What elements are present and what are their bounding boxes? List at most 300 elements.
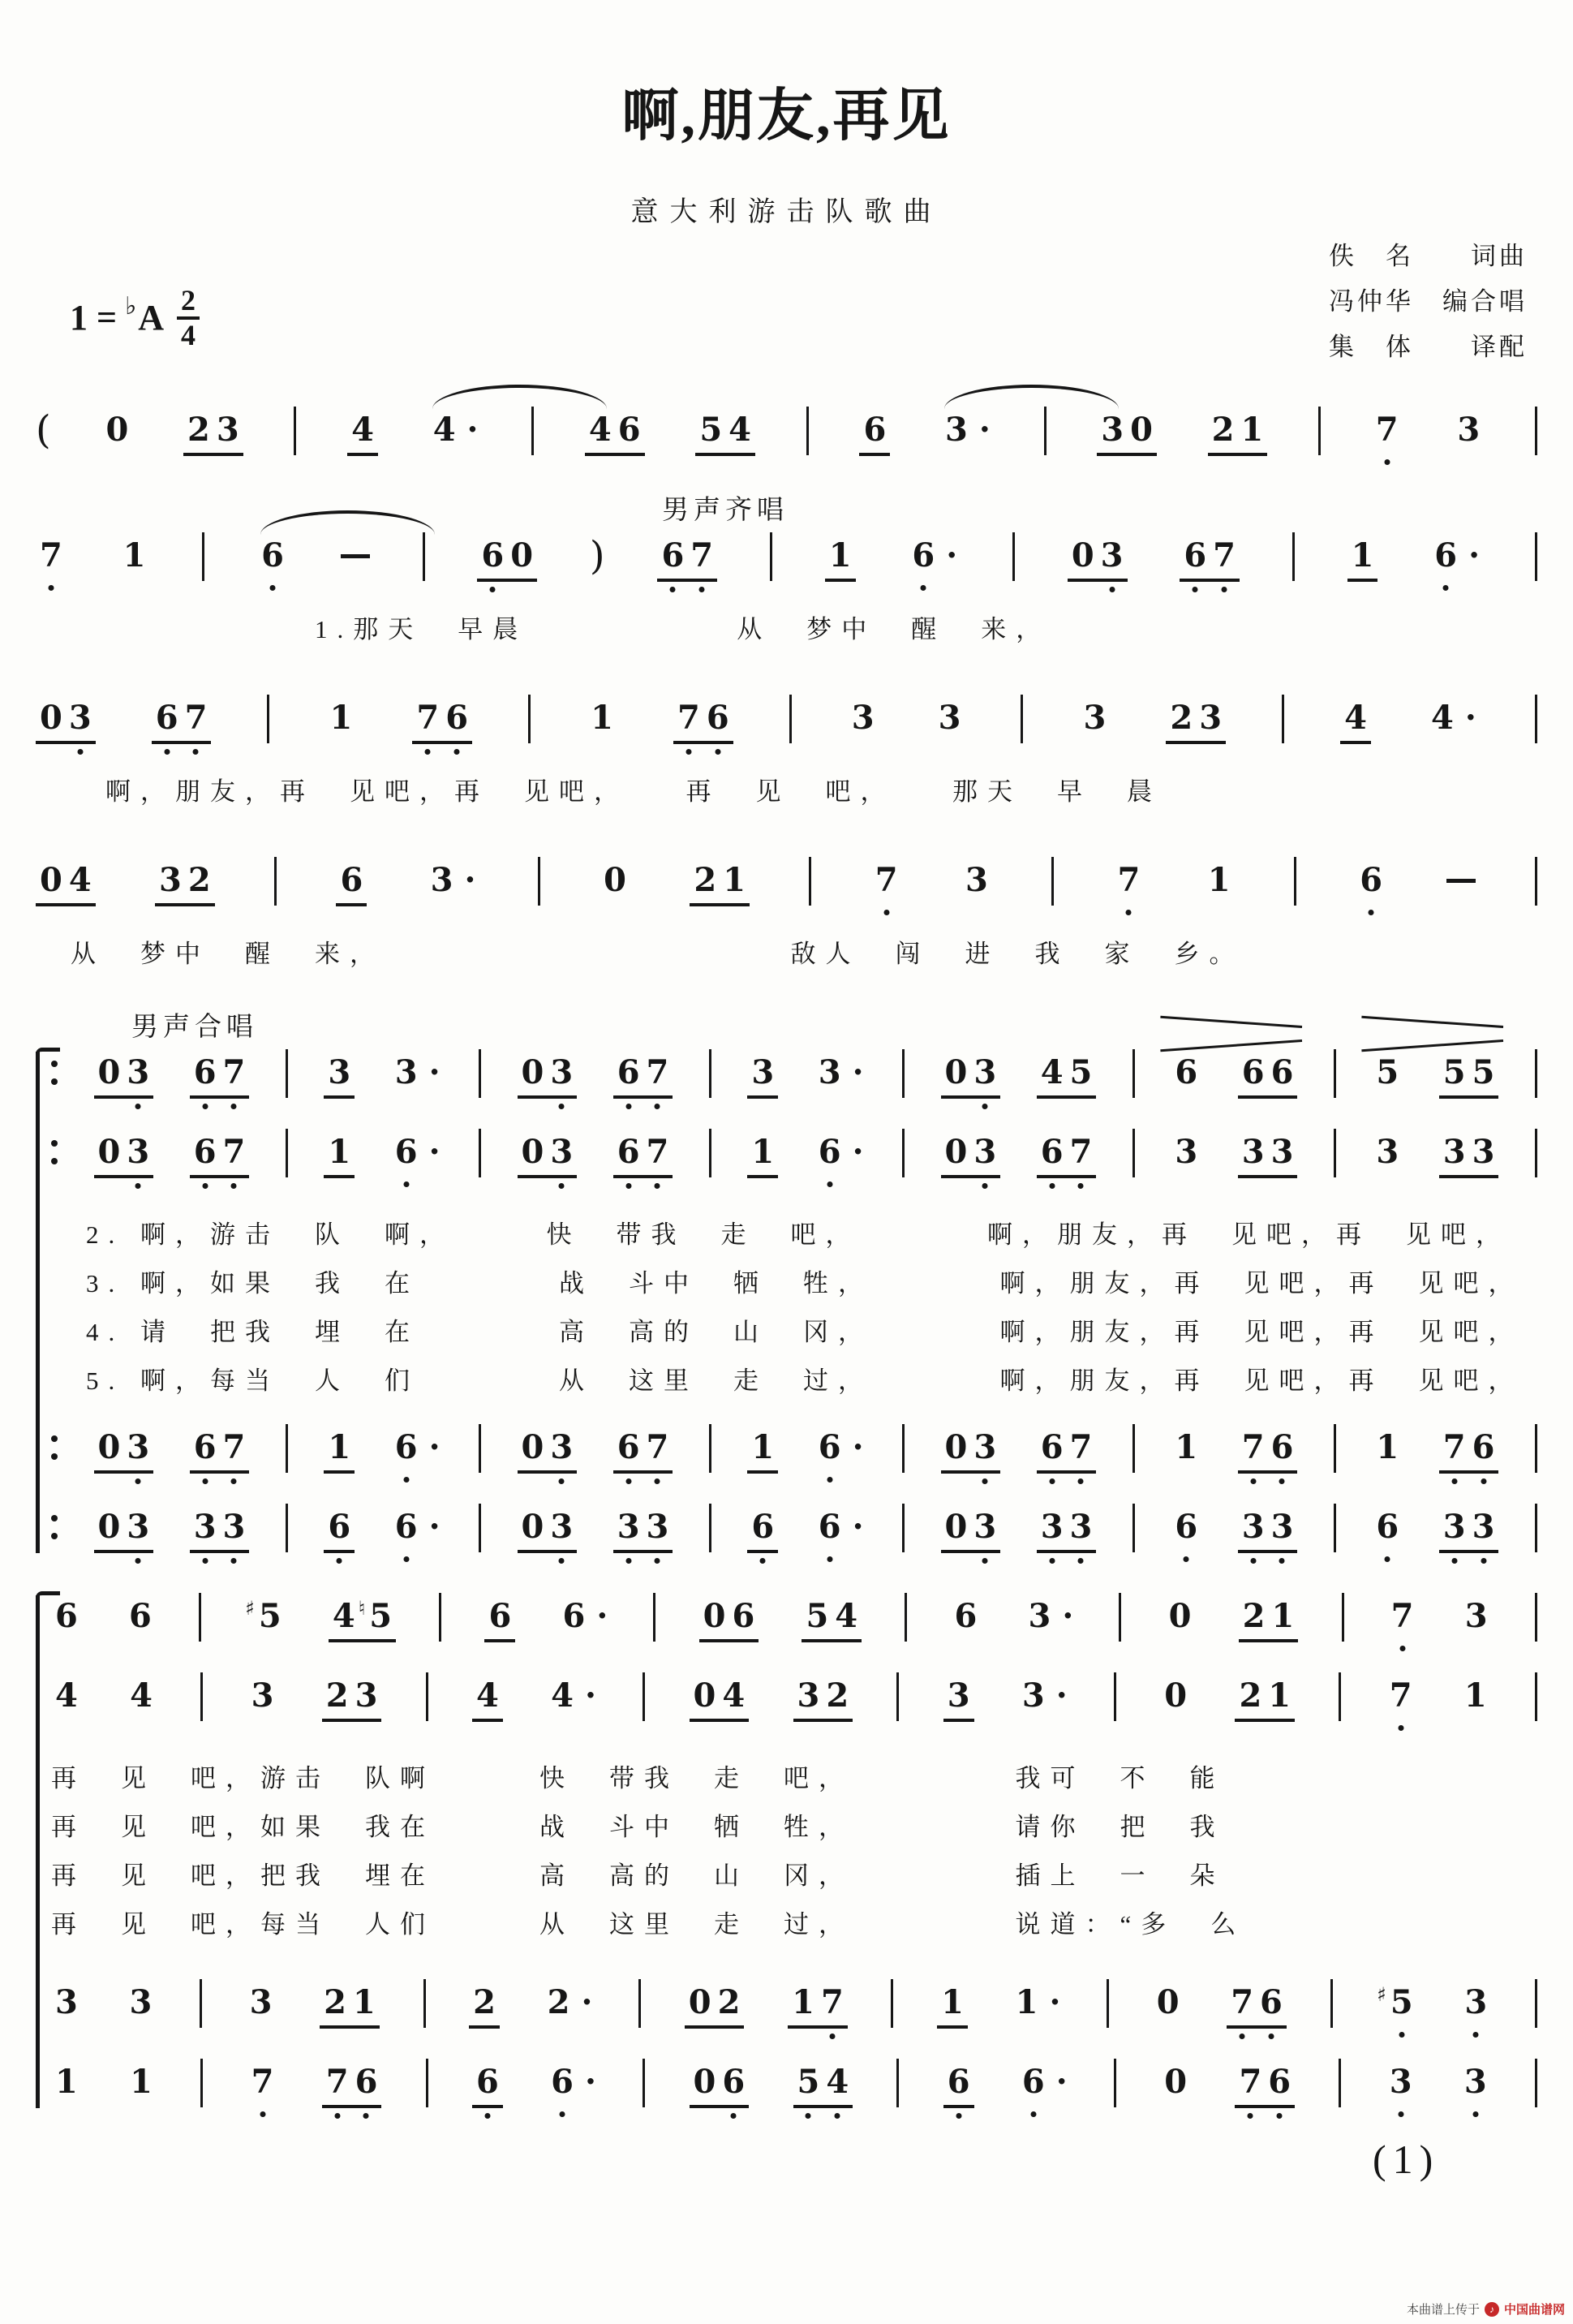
note-group <box>183 409 243 456</box>
note-digit: 6 <box>191 1052 220 1094</box>
note-digit: 5 <box>699 411 723 449</box>
note-group <box>51 2061 82 2103</box>
note-group <box>1068 535 1128 582</box>
note-group <box>257 535 288 577</box>
music-row <box>51 2061 1537 2108</box>
music-row <box>51 1131 1537 1178</box>
note-digit: 1 <box>591 699 613 737</box>
note-digit: 6 <box>732 1597 755 1635</box>
repeat-dots-icon <box>51 1515 58 1539</box>
barline-icon <box>643 1672 645 1721</box>
barline-icon <box>538 857 540 906</box>
note-digit: 3 <box>191 1506 220 1548</box>
note-group <box>1386 1675 1416 1717</box>
note-digit: 3 <box>355 1676 378 1715</box>
system-bracket-box <box>36 1595 1537 2108</box>
note-group <box>558 1595 610 1638</box>
note-group <box>1160 1675 1191 1717</box>
note-group <box>125 1595 156 1638</box>
barline-icon <box>426 1672 428 1721</box>
note-group <box>94 1506 154 1553</box>
note-group <box>518 1052 578 1099</box>
note-group <box>814 1052 866 1094</box>
barline-icon <box>1107 1979 1109 2028</box>
note-group <box>246 1982 277 2024</box>
barline-icon <box>479 1504 481 1552</box>
barline-icon <box>1119 1593 1121 1642</box>
note-digit: 5 <box>1442 1053 1466 1091</box>
note-group <box>94 1427 154 1474</box>
repeat-dots-icon <box>51 1140 58 1164</box>
note-digit: 6 <box>658 535 687 577</box>
note-digit: 3 <box>965 861 988 899</box>
note-group <box>613 1131 673 1178</box>
note-digit: 5 <box>794 2061 823 2103</box>
note-digit: 6 <box>473 2061 502 2103</box>
note-group <box>1166 697 1226 744</box>
note-group <box>1153 1982 1184 2024</box>
note-digit: 0 <box>521 1053 544 1091</box>
note-group <box>1347 535 1378 582</box>
note-group <box>1235 1675 1295 1722</box>
augmentation-dot: · <box>596 1597 608 1635</box>
note-digit: 6 <box>55 1597 78 1635</box>
note-group <box>585 409 645 456</box>
note-digit: 6 <box>863 411 887 449</box>
lyric-line: 啊，朋友，再 见吧，再 见吧， 再 见 吧， 那天 早 晨 <box>36 777 1162 806</box>
barline-icon <box>891 1979 893 2028</box>
barline-icon <box>905 1593 907 1642</box>
note-group <box>155 859 215 906</box>
barline-icon <box>1535 1672 1537 1721</box>
note-digit: 2 <box>324 1983 346 2021</box>
note-digit: 6 <box>1038 1131 1067 1173</box>
lyric-block <box>51 1754 1537 1949</box>
note-digit: 6 <box>340 861 363 899</box>
note-group <box>324 1131 355 1178</box>
note-group <box>324 1506 355 1553</box>
sharp-icon: ♯ <box>245 1597 255 1620</box>
note-digit: 0 <box>97 1053 121 1091</box>
dot <box>51 1515 58 1521</box>
note-group <box>1171 1506 1201 1548</box>
note-digit: 6 <box>1175 1053 1198 1091</box>
note-digit: 1 <box>328 1133 351 1171</box>
barline-icon <box>1132 1129 1135 1177</box>
note-digit: 6 <box>1038 1427 1067 1469</box>
note-digit: 6 <box>129 1597 152 1635</box>
barline-icon <box>902 1504 905 1552</box>
music-row <box>36 535 1537 582</box>
barline-icon <box>709 1129 711 1177</box>
note-digit: 6 <box>617 411 641 449</box>
note-group <box>1238 1131 1298 1178</box>
note-digit: 5 <box>369 1597 393 1635</box>
note-digit: 3 <box>1028 1597 1051 1635</box>
note-group <box>320 1982 380 2029</box>
barline-icon <box>1292 532 1295 581</box>
note-group <box>941 1427 1001 1474</box>
note-digit: 3 <box>1461 1982 1490 2024</box>
note-digit: 3 <box>1464 1597 1488 1635</box>
note-group <box>1037 1131 1097 1178</box>
note-digit: 6 <box>191 1131 220 1173</box>
note-digit: 3 <box>220 1506 249 1548</box>
note-digit: 3 <box>1175 1133 1198 1171</box>
note-group <box>484 1595 515 1642</box>
note-digit: 2 <box>826 1676 849 1715</box>
barline-icon <box>638 1979 641 2028</box>
note-group <box>322 1675 382 1722</box>
note-group <box>587 697 617 739</box>
barline-icon <box>643 2059 645 2107</box>
voice-label: 男声齐唱 <box>662 496 789 525</box>
note-digit: 6 <box>944 2061 973 2103</box>
note-digit: 0 <box>40 861 62 899</box>
note-group <box>908 535 960 577</box>
note-group <box>695 409 755 456</box>
barline-icon <box>653 1593 655 1642</box>
note-group <box>126 1982 157 2024</box>
note-digit: 7 <box>248 2061 277 2103</box>
note-digit: 3 <box>945 411 968 449</box>
note-digit: 6 <box>748 1506 777 1548</box>
note-digit: 2 <box>1242 1597 1266 1635</box>
barline-icon <box>1294 857 1296 906</box>
note-digit: 7 <box>1373 409 1402 451</box>
note-group <box>36 535 67 577</box>
note-digit: 7 <box>643 1427 673 1469</box>
note-group <box>190 1506 250 1553</box>
note-group <box>788 1982 848 2029</box>
note-digit: 3 <box>123 1052 153 1094</box>
note-group <box>94 1131 154 1178</box>
watermark <box>1407 2300 1565 2318</box>
barline-icon <box>709 1049 711 1098</box>
barline-icon <box>1535 1504 1537 1552</box>
note-digit: 7 <box>872 859 901 902</box>
barline-icon <box>902 1129 905 1177</box>
note-digit: 6 <box>614 1131 643 1173</box>
note-group <box>336 859 367 906</box>
barline-icon <box>286 1504 288 1552</box>
time-numerator: 2 <box>177 286 200 320</box>
note-digit: 6 <box>1356 859 1386 902</box>
note-digit: 0 <box>703 1597 726 1635</box>
note-group <box>469 1982 500 2029</box>
note-group <box>1018 2061 1070 2103</box>
augmentation-dot: · <box>852 1428 864 1466</box>
note-digit: 3 <box>1442 1133 1466 1171</box>
note-digit: 0 <box>105 411 129 449</box>
dot <box>51 1533 58 1539</box>
note-group <box>547 1675 599 1717</box>
note-digit: 0 <box>944 1508 968 1546</box>
note-digit: 3 <box>547 1506 576 1548</box>
barline-icon <box>479 1424 481 1473</box>
note-digit: 3 <box>1457 411 1481 449</box>
note-group <box>190 1052 250 1099</box>
note-digit: 3 <box>1083 699 1107 737</box>
note-digit: 3 <box>614 1506 643 1548</box>
note-digit: 3 <box>970 1427 999 1469</box>
note-group <box>1460 2061 1491 2103</box>
note-group <box>1439 1052 1499 1099</box>
note-group <box>1372 1506 1403 1548</box>
note-digit: 1 <box>1175 1428 1198 1466</box>
barline-icon <box>1132 1504 1135 1552</box>
close-paren: ) <box>589 533 605 579</box>
note-digit: 7 <box>1386 1675 1416 1717</box>
note-group <box>1427 697 1479 739</box>
note-group <box>613 1506 673 1553</box>
note-digit: 6 <box>815 1506 845 1548</box>
note-group <box>51 1982 82 2024</box>
note-digit: 7 <box>1067 1131 1096 1173</box>
music-row <box>36 697 1537 744</box>
note-digit: 7 <box>643 1131 673 1173</box>
note-digit: 7 <box>1236 2061 1265 2103</box>
note-digit: 6 <box>191 1427 220 1469</box>
note-group <box>1239 1595 1299 1642</box>
note-digit: 3 <box>216 411 239 449</box>
score <box>0 409 1573 2108</box>
note-group <box>1356 859 1386 902</box>
note-digit: 7 <box>323 2061 352 2103</box>
barline-icon <box>1535 1979 1537 2028</box>
music-row <box>51 1506 1537 1553</box>
time-denominator: 4 <box>181 318 196 351</box>
barline-icon <box>1114 1672 1116 1721</box>
note-digit: 6 <box>1268 1427 1297 1469</box>
note-group <box>657 535 717 582</box>
note-group <box>329 1595 396 1642</box>
note-digit: 1 <box>353 1983 376 2021</box>
music-row <box>51 1052 1537 1099</box>
barline-icon <box>200 1672 203 1721</box>
key-prefix: 1 = <box>70 298 118 338</box>
note-digit: 6 <box>548 2061 577 2103</box>
note-group <box>941 1052 1001 1099</box>
note-group <box>518 1427 578 1474</box>
note-digit: 1 <box>723 861 746 899</box>
note-digit: 1 <box>328 1428 351 1466</box>
note-group <box>1037 1427 1097 1474</box>
note-group <box>1372 409 1403 451</box>
note-group <box>814 1131 866 1173</box>
note-digit: 4 <box>68 861 92 899</box>
note-digit: 0 <box>604 861 626 899</box>
note-group <box>859 409 890 456</box>
note-digit: 3 <box>394 1053 418 1091</box>
note-digit: 0 <box>40 699 62 737</box>
note-digit: 7 <box>1388 1595 1417 1638</box>
note-digit: 0 <box>510 536 534 575</box>
note-digit: 7 <box>220 1427 249 1469</box>
note-digit: 2 <box>1211 411 1235 449</box>
note-digit: 2 <box>1170 699 1193 737</box>
note-group <box>1025 1595 1077 1638</box>
note-group <box>1387 1595 1418 1638</box>
note-group <box>1376 1982 1416 2024</box>
note-group <box>1018 1675 1070 1717</box>
barline-icon <box>789 695 792 743</box>
note-group <box>600 859 630 902</box>
augmentation-dot: · <box>1055 2063 1068 2101</box>
augmentation-dot: · <box>1468 536 1481 575</box>
augmentation-dot: · <box>978 411 991 449</box>
note-digit: 3 <box>1101 411 1124 449</box>
note-digit: 3 <box>643 1506 673 1548</box>
note-group <box>152 697 212 744</box>
tie-arc <box>944 385 1119 409</box>
note-digit: 0 <box>944 1053 968 1091</box>
note-digit: 7 <box>643 1052 673 1094</box>
note-digit: 7 <box>220 1052 249 1094</box>
note-digit: 7 <box>413 697 442 739</box>
note-group <box>324 1052 355 1099</box>
note-digit: 6 <box>954 1597 978 1635</box>
note-digit: 6 <box>909 535 938 577</box>
note-digit: 1 <box>1463 1676 1487 1715</box>
credits <box>1329 234 1528 370</box>
note-group <box>950 1595 981 1638</box>
note-group <box>613 1052 673 1099</box>
augmentation-dot: · <box>584 2063 596 2101</box>
note-group <box>322 2061 382 2108</box>
barline-icon <box>709 1504 711 1552</box>
augmentation-dot: · <box>852 1133 864 1171</box>
note-group <box>1238 1506 1298 1553</box>
note-digit: 6 <box>703 697 733 739</box>
note-digit: 7 <box>1239 1427 1268 1469</box>
note-digit: 7 <box>37 535 66 577</box>
note-group <box>412 697 472 744</box>
note-digit: 7 <box>1440 1427 1469 1469</box>
note-group <box>961 859 992 902</box>
note-group <box>126 2061 157 2103</box>
lyric-line: 4. 请 把我 埋 在 高 高的 山 冈， 啊，朋友，再 见吧，再 见吧， <box>51 1318 1524 1346</box>
barline-icon <box>1342 1593 1344 1642</box>
lyric-line: 2. 啊，游击 队 啊， 快 带我 走 吧， 啊，朋友，再 见吧，再 见吧， <box>51 1220 1511 1249</box>
note-digit: 3 <box>129 1983 153 2021</box>
note-digit: 1 <box>1376 1428 1399 1466</box>
note-digit: 4 <box>823 2061 852 2103</box>
note-digit: 4 <box>476 1676 499 1715</box>
note-digit: 1 <box>122 536 146 575</box>
augmentation-dot: · <box>852 1053 864 1091</box>
barline-icon <box>1318 407 1321 455</box>
note-digit: 0 <box>1168 1597 1192 1635</box>
note-digit: 3 <box>1268 1506 1297 1548</box>
barline-icon <box>770 532 772 581</box>
note-group <box>477 535 537 582</box>
note-group <box>747 1131 778 1178</box>
note-digit: 4 <box>351 411 374 449</box>
note-digit: 6 <box>719 2061 748 2103</box>
note-group <box>747 1427 778 1474</box>
note-digit: 4 <box>432 411 456 449</box>
note-digit: 5 <box>806 1597 829 1635</box>
note-group <box>472 2061 503 2108</box>
credit-line-lyricist: 佚 名 词曲 <box>1329 242 1528 270</box>
note-group <box>1227 1982 1287 2029</box>
barline-icon <box>274 857 277 906</box>
barline-icon <box>1535 407 1537 455</box>
note-group <box>391 1131 443 1173</box>
note-digit: 6 <box>562 1597 586 1635</box>
barline-icon <box>1535 1129 1537 1177</box>
note-group <box>101 409 132 451</box>
barline-icon <box>1535 857 1537 906</box>
barline-icon <box>1132 1049 1135 1098</box>
note-group <box>690 859 750 906</box>
barline-icon <box>267 695 269 743</box>
note-digit: 3 <box>66 697 95 739</box>
note-group <box>1238 1427 1298 1474</box>
note-group <box>518 1131 578 1178</box>
note-group <box>190 1427 250 1474</box>
barline-icon <box>528 695 531 743</box>
lyric-line: 再 见 吧，游击 队啊 快 带我 走 吧， 我可 不 能 <box>51 1764 1225 1792</box>
note-group <box>941 1131 1001 1178</box>
note-digit: 2 <box>473 1983 496 2021</box>
barline-icon <box>423 1979 426 2028</box>
note-group <box>673 697 733 744</box>
note-digit: 6 <box>1019 2061 1048 2103</box>
note-digit: 6 <box>1257 1982 1286 2024</box>
note-group <box>391 1427 443 1469</box>
note-group <box>1180 535 1240 582</box>
note-group <box>1080 697 1111 739</box>
note-digit: 3 <box>1239 1506 1268 1548</box>
note-digit: 3 <box>159 861 182 899</box>
dot <box>51 1158 58 1164</box>
note-group <box>544 1982 595 2024</box>
note-group <box>802 1595 862 1642</box>
augmentation-dot: · <box>428 1053 441 1091</box>
note-digit: 5 <box>1472 1053 1495 1091</box>
music-row <box>51 1595 1537 1642</box>
barline-icon <box>286 1049 288 1098</box>
note-digit: 6 <box>258 535 287 577</box>
note-group <box>391 1506 443 1548</box>
note-digit: 3 <box>1038 1506 1067 1548</box>
note-group <box>943 1675 974 1722</box>
barline-icon <box>1334 1129 1336 1177</box>
note-group <box>51 1675 82 1717</box>
augmentation-dot: · <box>428 1133 441 1171</box>
note-group <box>747 1052 778 1099</box>
song-title: 啊,朋友,再见 <box>621 85 952 148</box>
note-group <box>1114 859 1145 902</box>
note-digit: 3 <box>328 1053 351 1091</box>
note-digit: 0 <box>688 1983 711 2021</box>
augmentation-dot: · <box>1062 1597 1074 1635</box>
note-digit: 0 <box>97 1508 121 1546</box>
lyric-block <box>51 1211 1537 1405</box>
note-group <box>547 2061 599 2103</box>
note-digit: 4 <box>588 411 612 449</box>
augmentation-dot: · <box>428 1428 441 1466</box>
note-group <box>51 1595 82 1638</box>
lyric-line: 再 见 吧，把我 埋在 高 高的 山 冈， 插上 一 朵 <box>51 1861 1225 1890</box>
barline-icon <box>902 1049 905 1098</box>
note-group <box>848 697 879 739</box>
note-digit: 7 <box>220 1131 249 1173</box>
barline-icon <box>1334 1424 1336 1473</box>
note-digit: 5 <box>1069 1053 1093 1091</box>
